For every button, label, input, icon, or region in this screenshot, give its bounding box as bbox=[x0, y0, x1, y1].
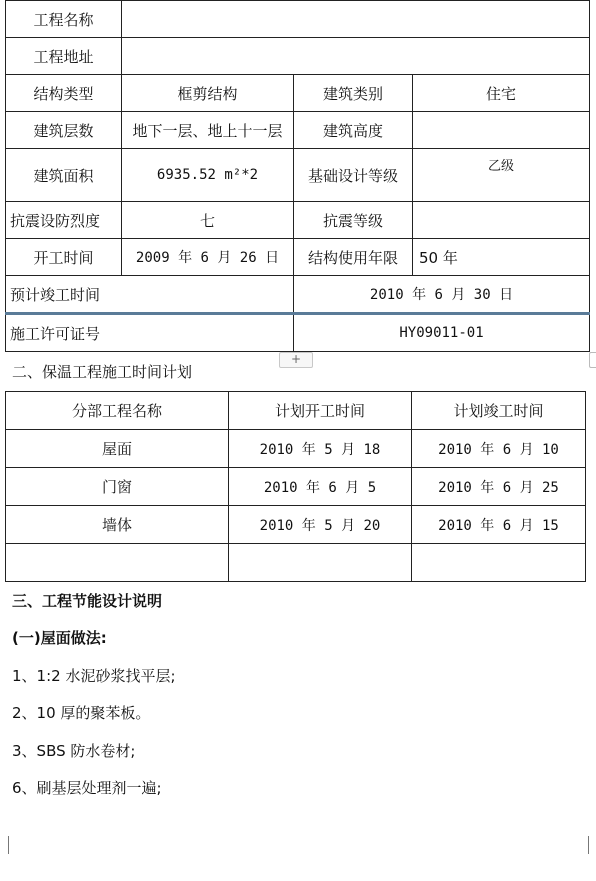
floors-label: 建筑层数 bbox=[6, 112, 122, 149]
table-cell[interactable]: 2010 年 6 月 15 bbox=[412, 506, 586, 544]
service-life-label: 结构使用年限 bbox=[294, 239, 413, 276]
table-row bbox=[6, 75, 590, 112]
seismic-grade-value[interactable] bbox=[413, 202, 590, 239]
table-cell[interactable]: 屋面 bbox=[6, 430, 229, 468]
table-cell[interactable]: 2010 年 5 月 18 bbox=[229, 430, 412, 468]
section-3-heading: 三、工程节能设计说明 bbox=[12, 592, 163, 610]
building-height-value[interactable] bbox=[413, 112, 590, 149]
table-cell[interactable]: 墙体 bbox=[6, 506, 229, 544]
structure-type-value[interactable]: 框剪结构 bbox=[122, 75, 294, 112]
permit-number-value[interactable]: HY09011-01 bbox=[294, 314, 590, 352]
seismic-grade-label: 抗震等级 bbox=[294, 202, 413, 239]
table-cell[interactable] bbox=[6, 544, 229, 582]
foundation-grade-label: 基础设计等级 bbox=[294, 149, 413, 202]
building-category-label: 建筑类别 bbox=[294, 75, 413, 112]
project-info-table bbox=[5, 0, 590, 352]
seismic-intensity-label: 抗震设防烈度 bbox=[6, 202, 122, 239]
table-header-row bbox=[6, 392, 586, 430]
table-cell[interactable] bbox=[229, 544, 412, 582]
table-cell[interactable]: 2010 年 6 月 5 bbox=[229, 468, 412, 506]
section-2-heading: 二、保温工程施工时间计划 bbox=[12, 363, 193, 381]
table-row bbox=[6, 544, 586, 582]
project-name-value[interactable] bbox=[122, 1, 590, 38]
table-row bbox=[6, 1, 590, 38]
table-cell[interactable] bbox=[412, 544, 586, 582]
table-row bbox=[6, 202, 590, 239]
table-row bbox=[6, 468, 586, 506]
project-address-label: 工程地址 bbox=[6, 38, 122, 75]
table-cell[interactable]: 门窗 bbox=[6, 468, 229, 506]
planned-completion-label: 预计竣工时间 bbox=[6, 276, 294, 314]
list-item: 6、刷基层处理剂一遍; bbox=[12, 779, 162, 797]
list-item: 2、10 厚的聚苯板。 bbox=[12, 704, 151, 722]
project-name-label: 工程名称 bbox=[6, 1, 122, 38]
roof-method-subheading: (一)屋面做法: bbox=[12, 629, 107, 647]
building-category-value[interactable]: 住宅 bbox=[413, 75, 590, 112]
insulation-schedule-table bbox=[5, 391, 586, 582]
table-row bbox=[6, 149, 590, 202]
structure-type-label: 结构类型 bbox=[6, 75, 122, 112]
add-table-row-button[interactable]: + bbox=[279, 352, 313, 368]
building-height-label: 建筑高度 bbox=[294, 112, 413, 149]
table-cell[interactable]: 2010 年 6 月 10 bbox=[412, 430, 586, 468]
project-address-value[interactable] bbox=[122, 38, 590, 75]
service-life-value[interactable]: 50 年 bbox=[413, 239, 590, 276]
list-item: 3、SBS 防水卷材; bbox=[12, 742, 136, 760]
table-row bbox=[6, 314, 590, 352]
page-corner-marker bbox=[588, 836, 596, 854]
table-row bbox=[6, 38, 590, 75]
table-row bbox=[6, 430, 586, 468]
column-header: 分部工程名称 bbox=[6, 392, 229, 430]
start-time-value[interactable]: 2009 年 6 月 26 日 bbox=[122, 239, 294, 276]
table-row bbox=[6, 276, 590, 314]
building-area-value[interactable]: 6935.52 m²*2 bbox=[122, 149, 294, 202]
table-row bbox=[6, 506, 586, 544]
table-cell[interactable]: 2010 年 5 月 20 bbox=[229, 506, 412, 544]
table-row bbox=[6, 239, 590, 276]
page-corner-marker bbox=[0, 836, 9, 854]
seismic-intensity-value[interactable]: 七 bbox=[122, 202, 294, 239]
planned-completion-value[interactable]: 2010 年 6 月 30 日 bbox=[294, 276, 590, 314]
list-item: 1、1:2 水泥砂浆找平层; bbox=[12, 667, 176, 685]
column-header: 计划开工时间 bbox=[229, 392, 412, 430]
permit-number-label: 施工许可证号 bbox=[6, 314, 294, 352]
table-row bbox=[6, 112, 590, 149]
start-time-label: 开工时间 bbox=[6, 239, 122, 276]
column-header: 计划竣工时间 bbox=[412, 392, 586, 430]
foundation-grade-value[interactable]: 乙级 bbox=[413, 149, 590, 202]
table-cell[interactable]: 2010 年 6 月 25 bbox=[412, 468, 586, 506]
building-area-label: 建筑面积 bbox=[6, 149, 122, 202]
table-handle-icon[interactable] bbox=[589, 352, 596, 368]
floors-value[interactable]: 地下一层、地上十一层 bbox=[122, 112, 294, 149]
